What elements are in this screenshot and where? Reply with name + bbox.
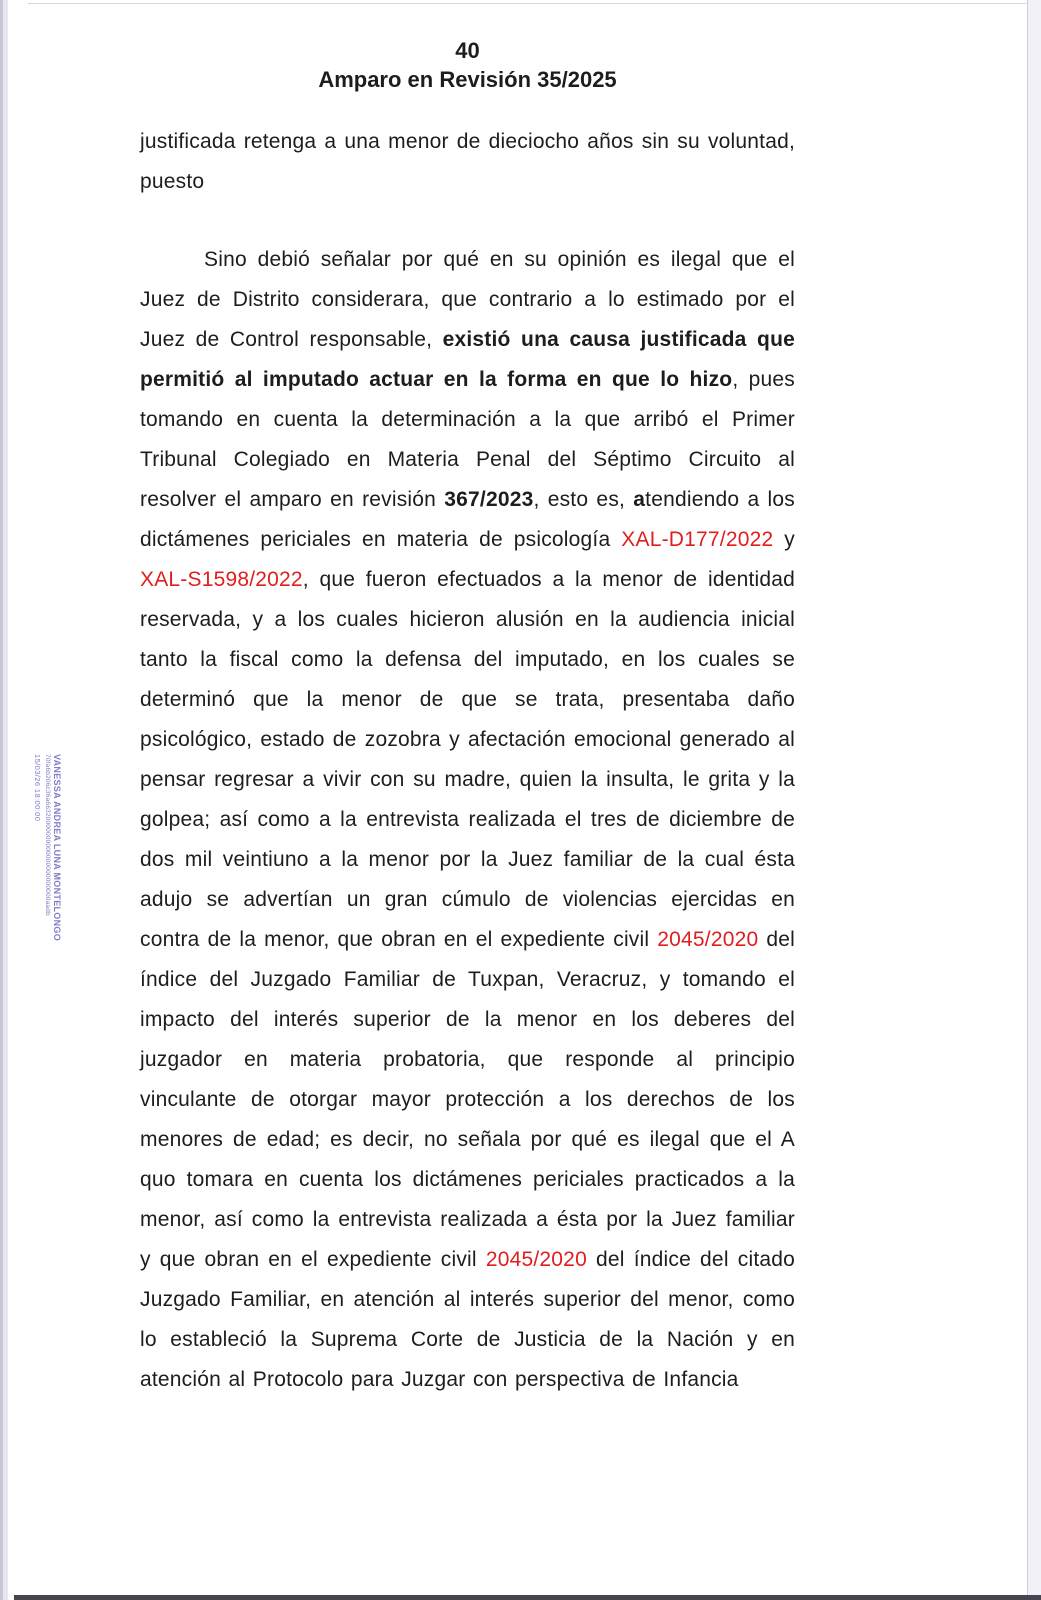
text-run: , pues tomando en cuenta la determinación a la que arribó el Primer Tribunal Colegiado en Materia Penal del Séptimo Circuito al resolver el amparo en revisión: [140, 368, 795, 511]
signature-name: VANESSA ANDREA LUNA MONTELONGO: [52, 754, 62, 942]
text-run: , que fueron efectuados a la menor de identidad reservada, y a los cuales hicieron alusión en la audiencia inicial tanto la fiscal como la defensa del imputado, en los cuales se determinó que la menor de que se trata, presentaba daño psicológico, estado de zozobra y afectación emocional generado al pensar regresar a vivir con su madre, quien la insulta, le grita y la golpea; así como a la entrevista realizada el tres de diciembre de dos mil veintiuno a la menor por la Juez familiar de la cual ésta adujo se advertían un gran cúmulo de violencias ejercidas en contra de la menor, que obran en el expediente civil: [140, 568, 795, 951]
text-run: existió una causa justificada que permitió al imputado actuar en la forma en que lo hizo: [140, 328, 795, 391]
page-number: 40: [455, 38, 480, 63]
text-run: del índice del citado Juzgado Familiar, en atención al interés superior del menor, como lo estableció la Suprema Corte de Justicia de la Nación y en atención al Protocolo para Juzgar con perspectiva de Infancia: [140, 1248, 795, 1391]
electronic-signature-stamp: [32, 754, 62, 942]
text-run: a: [633, 488, 646, 511]
text-column: [140, 38, 795, 1400]
signature-datetime: 15/03/26 18:00:00: [33, 754, 42, 822]
scan-edge-left: [0, 0, 8, 1600]
text-run: tendiendo a los dictámenes periciales en materia de psicología: [140, 488, 795, 551]
text-run: justificada retenga a una menor de dieciocho años sin su voluntad, puesto: [140, 130, 795, 193]
document-header-title: Amparo en Revisión 35/2025: [318, 67, 617, 92]
scan-edge-right: [1027, 0, 1041, 1600]
text-run: Sino debió señalar por qué en su opinión es ilegal que el Juez de Distrito considerara, que contrario a lo estimado por el Juez de Control responsable,: [140, 248, 795, 351]
case-number-red: XAL-S1598/2022: [140, 568, 303, 591]
scan-edge-top: [28, 3, 1027, 4]
case-number-red: 2045/2020: [657, 928, 759, 951]
case-number-red: 2045/2020: [485, 1248, 587, 1271]
text-run: 367/2023: [444, 488, 534, 511]
body-paragraph-continuation: [140, 122, 795, 202]
case-number-red: XAL-D177/2022: [621, 528, 774, 551]
body-paragraph-main: [140, 240, 795, 1400]
scan-edge-bottom: [14, 1595, 1041, 1600]
signature-hash: 70fa6b206c36a66320000000000000000000000aadb: [44, 754, 51, 916]
text-run: y: [773, 528, 795, 551]
text-run: , esto es,: [533, 488, 634, 511]
text-run: del índice del Juzgado Familiar de Tuxpan, Veracruz, y tomando el impacto del interés superior de la menor en los deberes del juzgador en materia probatoria, que responde al principio vinculante de otorgar mayor protección a los derechos de los menores de edad; es decir, no señala por qué es ilegal que el A quo tomara en cuenta los dictámenes periciales practicados a la menor, así como la entrevista realizada a ésta por la Juez familiar y que obran en el expediente civil: [140, 928, 795, 1271]
